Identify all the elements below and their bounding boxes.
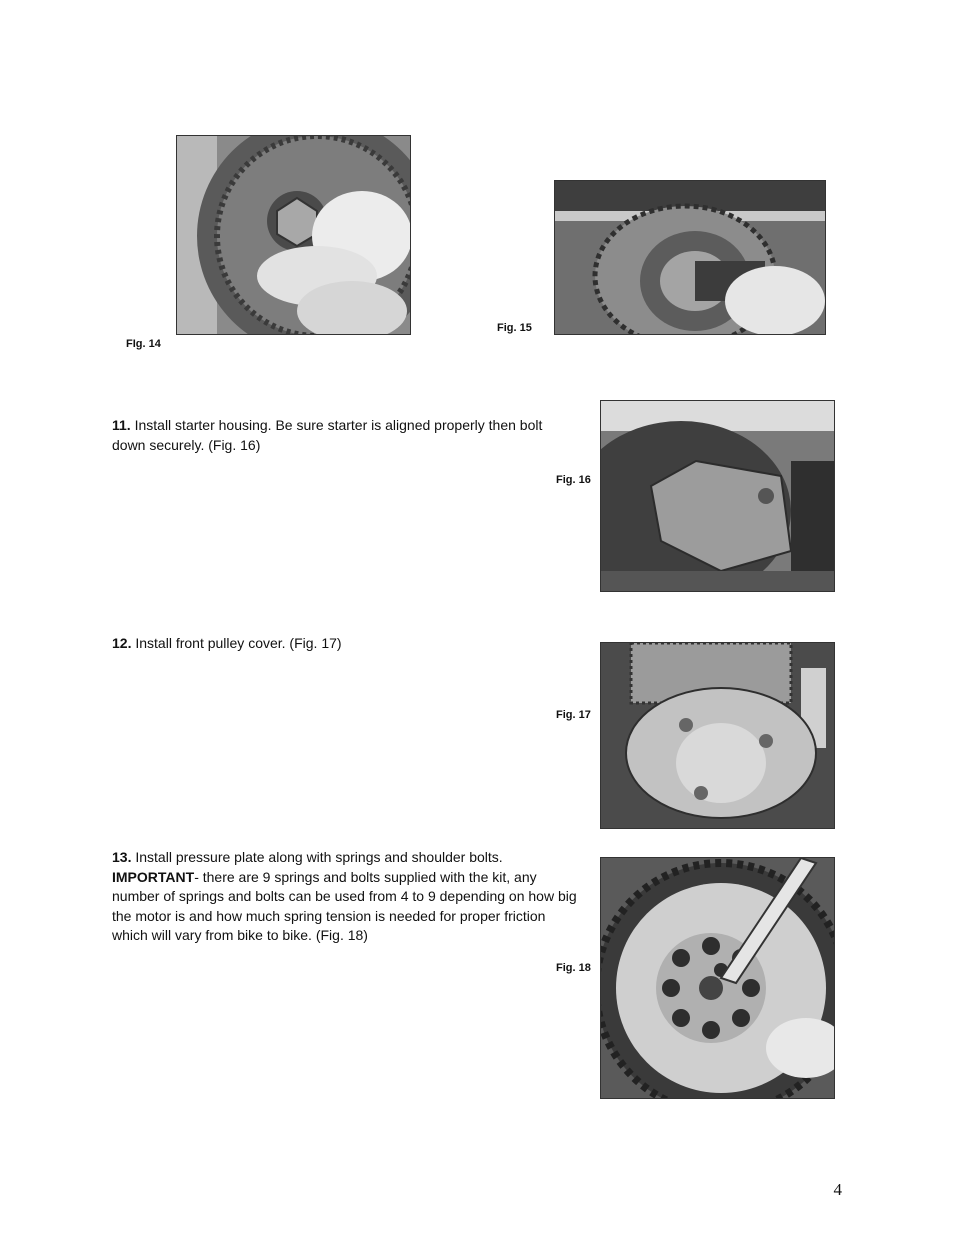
figure-15-caption: Fig. 15 [497,322,532,334]
figure-16-caption: Fig. 16 [556,474,591,486]
step-11-number: 11. [112,417,131,433]
figure-18-photo [600,857,835,1099]
step-12 [112,634,572,654]
step-13-important-text: - there are 9 springs and bolts supplied with the kit, any number of springs and bolts can be used from 4 to 9 depending on how big the motor is and how much spring tension is needed for proper friction which will vary from bike to bike. (Fig. 18) [112,868,577,943]
step-13-important-label: IMPORTANT [112,868,195,885]
step-13 [112,848,582,946]
step-11 [112,416,572,455]
figure-14-caption: FIg. 14 [126,338,161,350]
figure-15-photo [554,180,826,335]
figure-16-photo [600,400,835,592]
figure-17-photo [600,642,835,829]
figure-17-caption: Fig. 17 [556,709,591,721]
figure-14-photo [176,135,411,335]
step-13-number: 13. [112,849,132,865]
step-12-number: 12. [112,635,132,651]
step-11-text: Install starter housing. Be sure starter is aligned properly then bolt down securely. (Fig. 16) [112,417,543,453]
page-number: 4 [833,1180,842,1199]
figure-18-caption: Fig. 18 [556,962,591,974]
step-12-text: Install front pulley cover. (Fig. 17) [131,635,342,651]
step-13-text: Install pressure plate along with springs and shoulder bolts. [131,849,503,865]
